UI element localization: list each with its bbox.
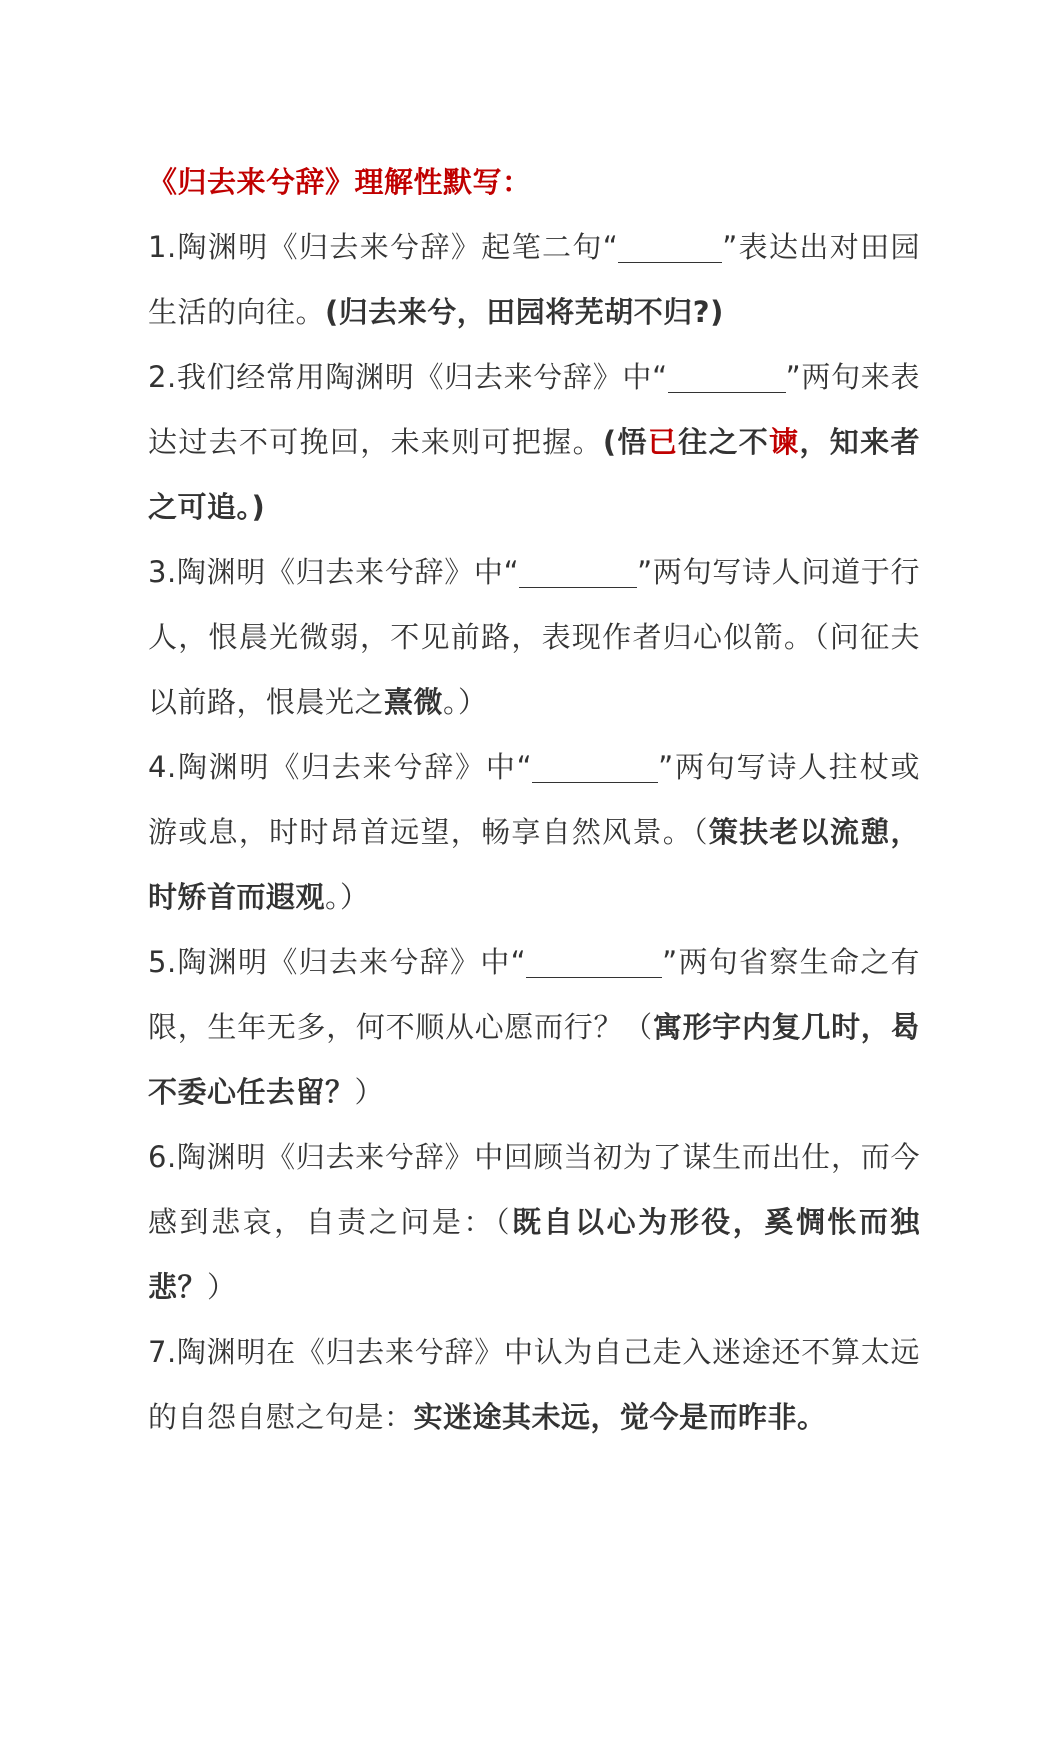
question-5-text-after: ”两句省察生命之有限，生年无多，何不顺从心愿而行？（ — [148, 945, 920, 1044]
question-2-answer-part: 往之不 — [678, 425, 770, 459]
question-3-text-before: 3.陶渊明《归去来兮辞》中“ — [148, 555, 520, 589]
question-7-answer: 实迷途其未远，觉今是而昨非。 — [413, 1400, 827, 1434]
question-2-answer-part: (悟 — [602, 425, 648, 459]
answer-blank — [532, 752, 658, 783]
question-4-text-before: 4.陶渊明《归去来兮辞》中“ — [148, 750, 533, 784]
question-3-answer-bold: 熹微 — [384, 685, 444, 719]
question-5-answer: 寓形宇内复几时，曷不委心任去留？ — [148, 1010, 920, 1109]
question-6-text: 6.陶渊明《归去来兮辞》中回顾当初为了谋生而出仕，而今感到悲哀，自责之问是：（ — [148, 1140, 920, 1239]
question-2-text-after: ”两句来表达过去不可挽回，未来则可把握。 — [148, 360, 920, 459]
question-5 — [148, 930, 920, 1125]
question-4-answer: 策扶老以流憩，时矫首而遐观 — [148, 815, 920, 914]
page-title: 《归去来兮辞》理解性默写： — [148, 165, 532, 199]
question-2-text-before: 2.我们经常用陶渊明《归去来兮辞》中“ — [148, 360, 668, 394]
question-1-text-before: 1.陶渊明《归去来兮辞》起笔二句“ — [148, 230, 619, 264]
answer-blank — [519, 557, 637, 588]
answer-blank — [526, 947, 662, 978]
question-2-answer-highlight: 已 — [647, 425, 679, 459]
question-6 — [148, 1125, 920, 1320]
question-7 — [148, 1320, 920, 1450]
question-4-text-after: ”两句写诗人拄杖或游或息，时时昂首远望，畅享自然风景。（ — [148, 750, 920, 849]
question-5-answer-close: ） — [354, 1075, 385, 1109]
question-3-answer-open: （问征夫以前路，恨晨光之 — [148, 620, 920, 719]
answer-blank — [618, 232, 722, 263]
question-2-answer-part: ，知来者之可追。) — [148, 425, 920, 524]
question-2-answer-highlight: 谏 — [769, 425, 800, 459]
question-1-text-after: ”表达出对田园生活的向往。 — [148, 230, 920, 329]
question-4 — [148, 735, 920, 930]
document-body — [148, 150, 920, 1450]
question-1-answer: (归去来兮，田园将芜胡不归?) — [325, 295, 724, 329]
question-3-text-after: ”两句写诗人问道于行人，恨晨光微弱，不见前路，表现作者归心似箭。 — [148, 555, 920, 654]
question-6-answer-close: ） — [207, 1270, 237, 1304]
question-1 — [148, 215, 920, 345]
question-6-answer: 既自以心为形役，奚惆怅而独悲？ — [148, 1205, 920, 1304]
question-5-text-before: 5.陶渊明《归去来兮辞》中“ — [148, 945, 527, 979]
question-3-answer-close: 。） — [443, 685, 488, 719]
question-3 — [148, 540, 920, 735]
question-7-text: 7.陶渊明在《归去来兮辞》中认为自己走入迷途还不算太远的自怨自慰之句是： — [148, 1335, 920, 1434]
answer-blank — [668, 362, 786, 393]
question-2 — [148, 345, 920, 540]
question-4-answer-close: 。） — [325, 880, 370, 914]
